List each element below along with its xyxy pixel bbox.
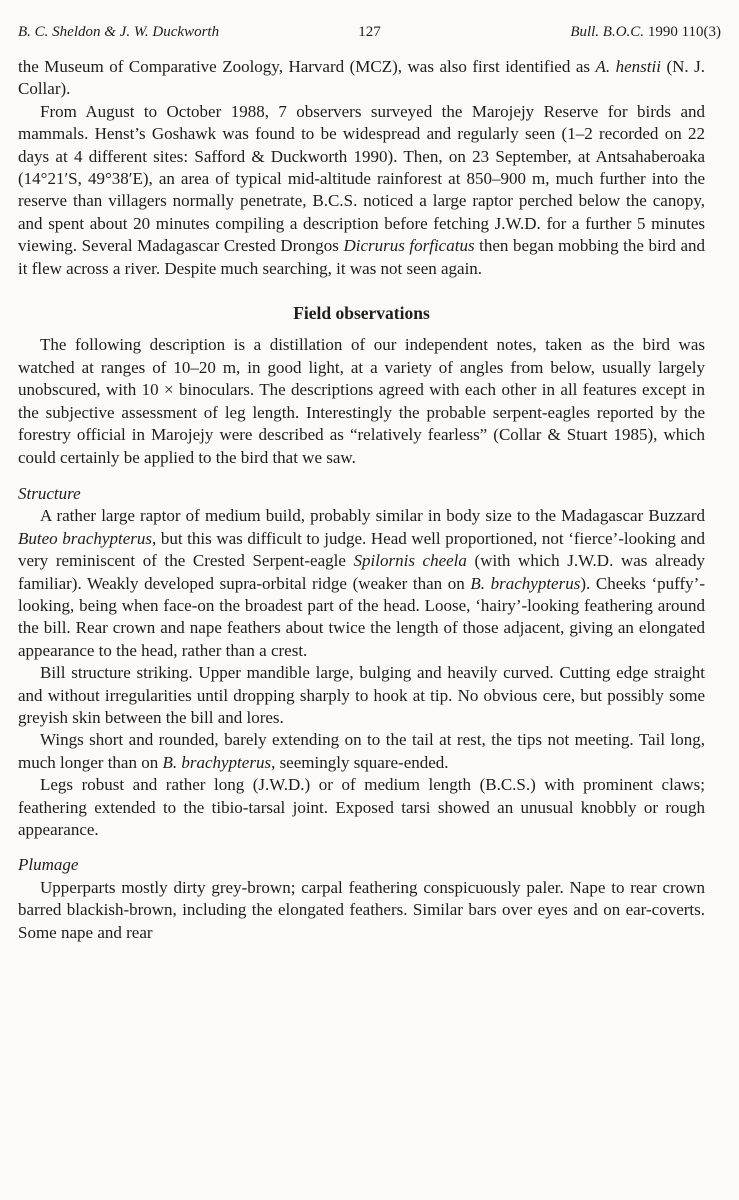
- italic-term: A. henstii: [595, 57, 661, 76]
- italic-term: B. brachypterus: [470, 573, 581, 593]
- italic-term: B. brachypterus: [162, 752, 272, 772]
- paragraph: the Museum of Comparative Zoology, Harvard (MCZ), was also first identified as A. henstii (N. J. Collar).: [18, 57, 706, 99]
- paragraph: From August to October 1988, 7 observers surveyed the Marojejy Reserve for birds and mammals. Henst’s Goshawk was found to be widespread and regularly seen (1–2 recorded on 22 days at 4 different sites: Safford & Duckworth 1990). Then, on 23 September, at Antsahaberoaka (14°21′S, 49°38′E), an area of typical mid-altitude rainforest at 850–900 m, much further into the reserve than villagers normally penetrate, B.C.S. noticed a large raptor perched below the canopy, and spent about 20 minutes compiling a description before fetching J.W.D. for a further 5 minutes viewing. Several Madagascar Crested Drongos Dicrurus forficatus then began mobbing the bird and it flew across a river. Despite much searching, it was not seen again.: [18, 101, 705, 278]
- paragraph: The following description is a distillation of our independent notes, taken as the bird was watched at ranges of 10–20 m, in good light, at a variety of angles from below, usually largely unobscured, with 10 × binoculars. The descriptions agreed with each other in all features except in the subjective assessment of leg length. Interestingly the probable serpent-eagles reported by the forestry official in Marojejy were described as “relatively fearless” (Collar & Stuart 1985), which could certainly be applied to the bird that we saw.: [18, 335, 705, 467]
- journal-name: Bull. B.O.C.: [570, 24, 645, 40]
- subsection-heading: Structure: [18, 483, 81, 503]
- page-number: 127: [358, 24, 381, 40]
- italic-term: Dicrurus forficatus: [343, 236, 475, 256]
- header-journal: [570, 24, 721, 41]
- section-title: Field observations: [293, 303, 430, 324]
- subsection-heading: Plumage: [18, 855, 79, 875]
- paragraph: Legs robust and rather long (J.W.D.) or of medium length (B.C.S.) with prominent claws; feathering extended to the tibio-tarsal joint. Exposed tarsi showed an unusual knobbly or rough appearance.: [18, 775, 705, 839]
- paragraph: Bill structure striking. Upper mandible large, bulging and heavily curved. Cutting edge straight and without irregularities until dropping sharply to hook at tip. No obvious cere, but possibly some greyish skin between the bill and lores.: [18, 663, 705, 727]
- italic-term: Spilornis cheela: [353, 551, 467, 571]
- header-authors: B. C. Sheldon & J. W. Duckworth: [18, 24, 220, 40]
- paragraph: A rather large raptor of medium build, probably similar in body size to the Madagascar Buzzard Buteo brachypterus, but this was difficult to judge. Head well proportioned, not ‘fierce’-looking and very reminiscent of the Crested Serpent-eagle Spilornis cheela (with which J.W.D. was already familiar). Weakly developed supra-orbital ridge (weaker than on B. brachypterus). Cheeks ‘puffy’-looking, being when face-on the broadest part of the head. Loose, ‘hairy’-looking feathering around the bill. Rear crown and nape feathers about twice the length of those adjacent, giving an elongated appearance to the head, rather than a crest.: [18, 506, 706, 660]
- page-body: [18, 56, 705, 944]
- journal-issue: 1990 110(3): [647, 24, 721, 40]
- paragraph: Wings short and rounded, barely extending on to the tail at rest, the tips not meeting. Tail long, much longer than on B. brachypterus, seemingly square-ended.: [18, 730, 705, 772]
- paragraph: Upperparts mostly dirty grey-brown; carpal feathering conspicuously paler. Nape to rear crown barred blackish-brown, including the elongated feathers. Similar bars over eyes and on ear-coverts. Some nape and rear: [18, 877, 705, 942]
- italic-term: Buteo brachypterus: [18, 528, 152, 548]
- running-header: [18, 24, 721, 46]
